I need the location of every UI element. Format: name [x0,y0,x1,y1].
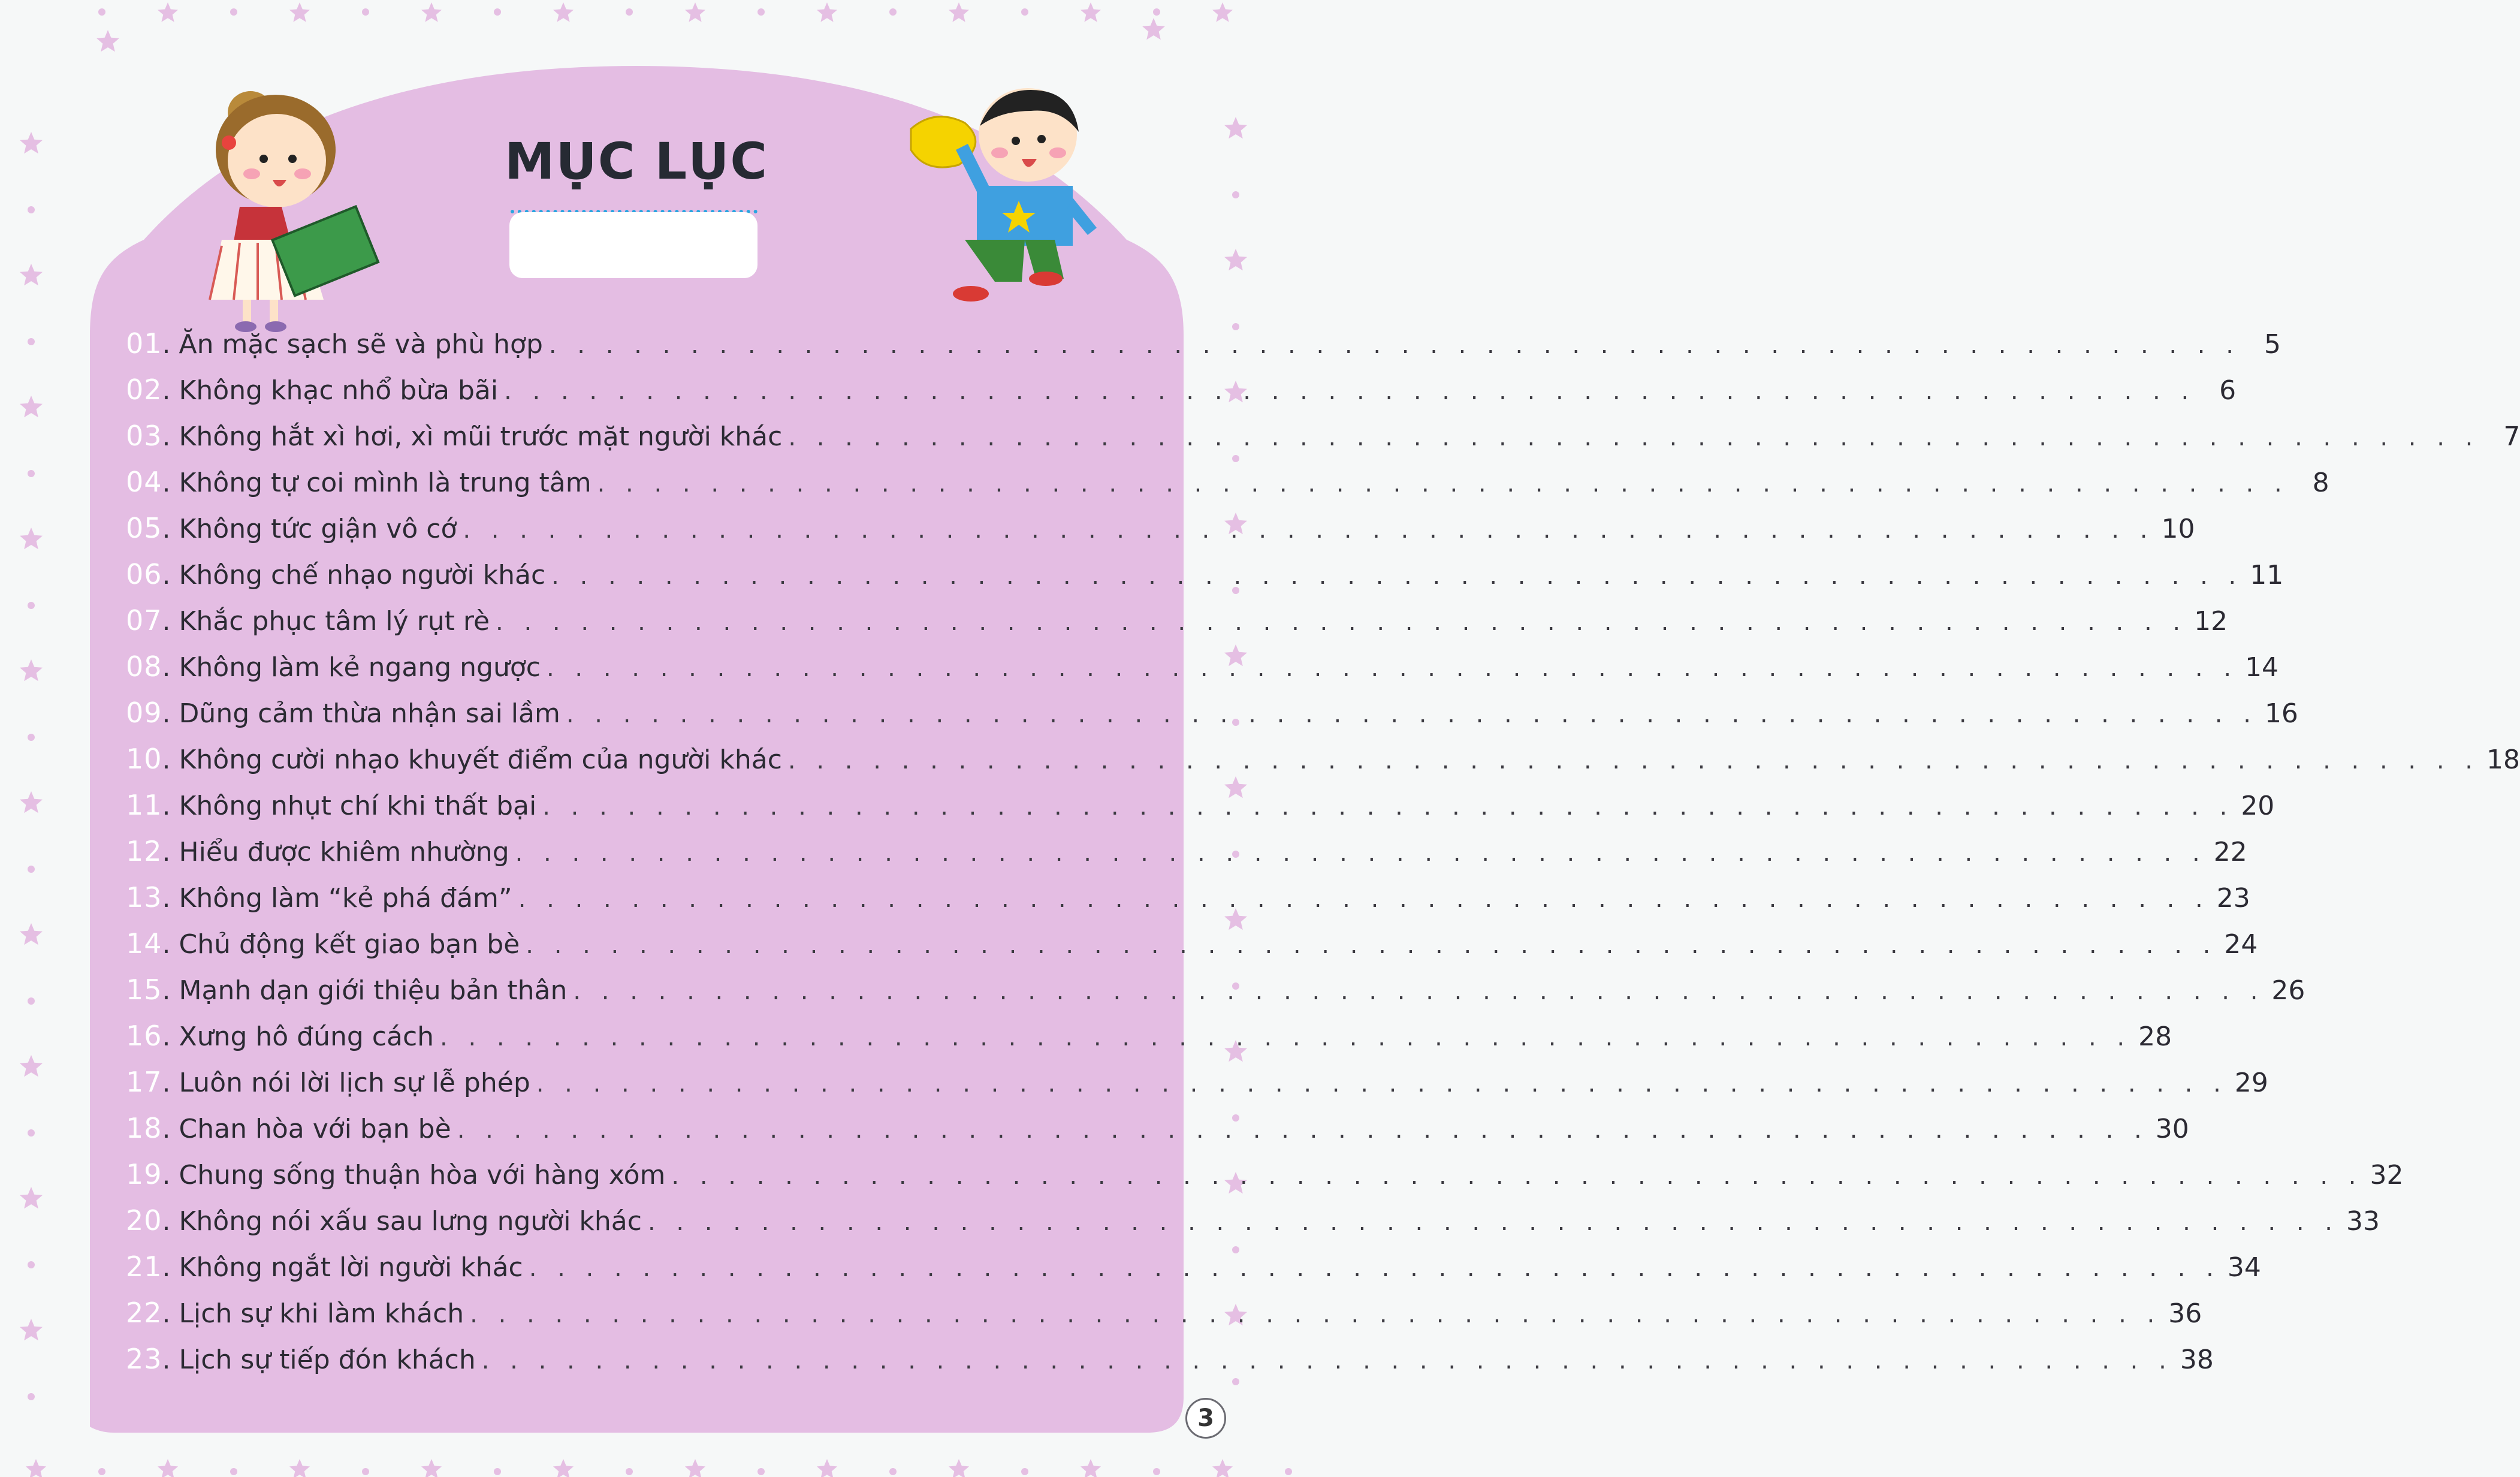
toc-entry-title: Luôn nói lời lịch sự lễ phép [179,1068,530,1098]
toc-entry [126,505,2195,551]
toc-entry-title: Chan hòa với bạn bè [179,1114,451,1144]
toc-entry-dot-leader: . . . . . . . . . . . . . . . . . . . . . . . . . . . . . . . . . . . . . . . . . . . . . . . . . . . . . . . . . . . . [457,1116,2148,1144]
toc-entry-number: 03 [126,420,162,452]
toc-entry [126,551,2284,598]
table-of-contents [126,321,2520,1382]
toc-entry-dot-leader: . . . . . . . . . . . . . . . . . . . . . . . . . . . . . . . . . . . . . . . . . . . . . . . . . . . . . . . . . . . . [496,608,2187,636]
toc-entry [126,598,2228,644]
toc-entry-number: 12 [126,835,162,867]
toc-entry-page: 24 [2224,929,2258,960]
toc-entry-title: Xưng hô đúng cách [179,1021,434,1052]
toc-entry-dot-leader: . . . . . . . . . . . . . . . . . . . . . . . . . . . . . . . . . . . . . . . . . . . . . . . . . . . . . . . . . . . . [546,655,2238,682]
toc-entry-number-dot: . [162,698,171,729]
toc-entry-title: Không ngắt lời người khác [179,1252,523,1283]
toc-entry-number-dot: . [162,744,171,775]
toc-entry-number: 11 [126,789,162,821]
toc-entry [126,1059,2268,1105]
toc-entry-dot-leader: . . . . . . . . . . . . . . . . . . . . . . . . . . . . . . . . . . . . . . . . . . . . . . . . . . . . . . . . . . . . [481,1347,2173,1374]
toc-entry-number-dot: . [162,1345,171,1375]
toc-entry [126,921,2258,967]
toc-entry-number-dot: . [162,468,171,498]
toc-entry-title: Không khạc nhổ bừa bãi [179,375,499,406]
toc-entry-page: 33 [2346,1206,2380,1237]
toc-entry-title: Không tự coi mình là trung tâm [179,468,591,498]
toc-entry-page: 22 [2213,837,2247,867]
toc-entry-dot-leader: . . . . . . . . . . . . . . . . . . . . . . . . . . . . . . . . . . . . . . . . . . . . . . . . . . . . . . . . . . . . [566,701,2258,728]
toc-entry-number: 09 [126,697,162,729]
toc-entry-number: 15 [126,973,162,1006]
toc-entry-dot-leader: . . . . . . . . . . . . . . . . . . . . . . . . . . . . . . . . . . . . . . . . . . . . . . . . . . . . . . . . . . . . [542,793,2234,821]
title-label-box [509,212,757,278]
toc-entry-number-dot: . [162,975,171,1006]
toc-entry-title: Dũng cảm thừa nhận sai lầm [179,698,560,729]
toc-entry-number: 10 [126,743,162,775]
toc-entry-number: 23 [126,1343,162,1375]
toc-entry-title: Không chế nhạo người khác [179,560,546,590]
page-number-badge: 3 [1185,1398,1226,1439]
toc-entry-number: 07 [126,604,162,637]
toc-entry [126,413,2520,459]
toc-entry-dot-leader: . . . . . . . . . . . . . . . . . . . . . . . . . . . . . . . . . . . . . . . . . . . . . . . . . . . . . . . . . . . . [647,1208,2340,1236]
toc-entry-number: 02 [126,373,162,406]
toc-entry-title: Không làm kẻ ngang ngược [179,652,541,683]
toc-entry [126,1152,2404,1198]
toc-entry-number-dot: . [162,791,171,821]
toc-entry [126,459,2329,505]
toc-entry-page: 8 [2312,468,2329,498]
toc-entry-title: Không nhụt chí khi thất bại [179,791,537,821]
toc-entry-number-dot: . [162,375,171,406]
toc-entry [126,1336,2214,1382]
toc-entry [126,1013,2172,1059]
toc-entry-dot-leader: . . . . . . . . . . . . . . . . . . . . . . . . . . . . . . . . . . . . . . . . . . . . . . . . . . . . . . . . . . . . [529,1255,2220,1282]
toc-entry-page: 34 [2227,1252,2261,1283]
toc-entry-number-dot: . [162,1160,171,1190]
toc-entry-page: 18 [2486,744,2520,775]
toc-entry-number: 21 [126,1250,162,1283]
toc-entry-page: 20 [2241,791,2275,821]
toc-entry-title: Chủ động kết giao bạn bè [179,929,520,960]
toc-entry-title: Lịch sự tiếp đón khách [179,1345,476,1375]
toc-entry-title: Không hắt xì hơi, xì mũi trước mặt người khác [179,421,783,452]
toc-entry-page: 28 [2138,1021,2172,1052]
toc-entry-number-dot: . [162,514,171,544]
toc-entry-number: 20 [126,1204,162,1237]
toc-entry-number-dot: . [162,652,171,683]
toc-entry [126,644,2279,690]
toc-entry-page: 6 [2219,375,2237,406]
toc-entry-number: 13 [126,881,162,914]
toc-entry-title: Không tức giận vô cớ [179,514,457,544]
toc-entry-dot-leader: . . . . . . . . . . . . . . . . . . . . . . . . . . . . . . . . . . . . . . . . . . . . . . . . . . . . . . . . . . . . [548,331,2240,359]
toc-entry [126,782,2275,828]
toc-entry-number: 19 [126,1158,162,1190]
toc-entry-title: Không cười nhạo khuyết điểm của người khác [179,744,782,775]
toc-entry [126,321,2281,367]
toc-entry-page: 26 [2271,975,2305,1006]
dot-decoration [1285,1468,1292,1475]
toc-entry-dot-leader: . . . . . . . . . . . . . . . . . . . . . . . . . . . . . . . . . . . . . . . . . . . . . . . . . . . . . . . . . . . . [504,378,2196,405]
toc-entry-page: 16 [2264,698,2298,729]
toc-entry-title: Ăn mặc sạch sẽ và phù hợp [179,329,543,360]
toc-entry-number: 18 [126,1112,162,1144]
toc-entry-page: 10 [2161,514,2195,544]
toc-entry-dot-leader: . . . . . . . . . . . . . . . . . . . . . . . . . . . . . . . . . . . . . . . . . . . . . . . . . . . . . . . . . . . . [515,839,2207,867]
toc-entry-number: 01 [126,327,162,360]
toc-entry-page: 29 [2234,1068,2268,1098]
toc-entry-dot-leader: . . . . . . . . . . . . . . . . . . . . . . . . . . . . . . . . . . . . . . . . . . . . . . . . . . . . . . . . . . . . [536,1070,2228,1098]
toc-entry [126,875,2250,921]
toc-entry [126,1105,2189,1152]
toc-entry-dot-leader: . . . . . . . . . . . . . . . . . . . . . . . . . . . . . . . . . . . . . . . . . . . . . . . . . . . . . . . . . . . . [463,516,2154,544]
toc-entry [126,1198,2380,1244]
toc-entry-page: 36 [2168,1298,2202,1329]
toc-entry-page: 5 [2264,329,2281,360]
toc-entry-number-dot: . [162,606,171,637]
toc-entry-title: Lịch sự khi làm khách [179,1298,464,1329]
toc-entry-dot-leader: . . . . . . . . . . . . . . . . . . . . . . . . . . . . . . . . . . . . . . . . . . . . . . . . . . . . . . . . . . . . [526,932,2217,959]
toc-entry-page: 14 [2245,652,2279,683]
toc-entry-number-dot: . [162,883,171,914]
toc-entry-dot-leader: . . . . . . . . . . . . . . . . . . . . . . . . . . . . . . . . . . . . . . . . . . . . . . . . . . . . . . . . . . . . [787,747,2479,774]
toc-entry-dot-leader: . . . . . . . . . . . . . . . . . . . . . . . . . . . . . . . . . . . . . . . . . . . . . . . . . . . . . . . . . . . . [440,1024,2132,1051]
toc-entry-page: 12 [2194,606,2228,637]
toc-entry-number-dot: . [162,1298,171,1329]
toc-entry-number: 04 [126,466,162,498]
toc-entry-number: 08 [126,650,162,683]
toc-entry-number: 22 [126,1297,162,1329]
toc-entry-number-dot: . [162,1206,171,1237]
toc-entry [126,828,2247,875]
toc-entry [126,967,2305,1013]
toc-entry-page: 11 [2250,560,2284,590]
toc-entry-number-dot: . [162,1252,171,1283]
toc-entry-page: 30 [2155,1114,2189,1144]
toc-entry-number-dot: . [162,929,171,960]
toc-entry-page: 7 [2503,421,2520,452]
toc-entry-number-dot: . [162,329,171,360]
toc-entry-title: Hiểu được khiêm nhường [179,837,509,867]
toc-entry-number: 16 [126,1020,162,1052]
toc-entry-number: 05 [126,512,162,544]
toc-entry-number-dot: . [162,560,171,590]
toc-entry-dot-leader: . . . . . . . . . . . . . . . . . . . . . . . . . . . . . . . . . . . . . . . . . . . . . . . . . . . . . . . . . . . . [788,424,2480,451]
toc-entry-dot-leader: . . . . . . . . . . . . . . . . . . . . . . . . . . . . . . . . . . . . . . . . . . . . . . . . . . . . . . . . . . . . [518,885,2210,913]
toc-entry-number-dot: . [162,1021,171,1052]
toc-entry-title: Khắc phục tâm lý rụt rè [179,606,490,637]
toc-entry [126,690,2298,736]
toc-entry-number: 17 [126,1066,162,1098]
toc-entry [126,1244,2261,1290]
toc-entry-dot-leader: . . . . . . . . . . . . . . . . . . . . . . . . . . . . . . . . . . . . . . . . . . . . . . . . . . . . . . . . . . . . [551,562,2243,590]
toc-entry-page: 23 [2216,883,2250,914]
toc-entry-page: 32 [2370,1160,2404,1190]
toc-entry-dot-leader: . . . . . . . . . . . . . . . . . . . . . . . . . . . . . . . . . . . . . . . . . . . . . . . . . . . . . . . . . . . . [573,978,2265,1005]
toc-entry-title: Không làm “kẻ phá đám” [179,883,512,914]
toc-entry-dot-leader: . . . . . . . . . . . . . . . . . . . . . . . . . . . . . . . . . . . . . . . . . . . . . . . . . . . . . . . . . . . . [470,1301,2162,1328]
toc-entry-number-dot: . [162,421,171,452]
toc-entry [126,736,2520,782]
toc-entry-title: Mạnh dạn giới thiệu bản thân [179,975,568,1006]
toc-entry-page: 38 [2180,1345,2214,1375]
toc-entry-title: Không nói xấu sau lưng người khác [179,1206,642,1237]
page-title: MỤC LỤC [504,132,769,191]
toc-entry-number-dot: . [162,837,171,867]
toc-entry-number: 14 [126,927,162,960]
toc-entry-number: 06 [126,558,162,590]
toc-entry-number-dot: . [162,1068,171,1098]
toc-entry-title: Chung sống thuận hòa với hàng xóm [179,1160,666,1190]
toc-entry [126,1290,2202,1336]
toc-entry-number-dot: . [162,1114,171,1144]
toc-entry [126,367,2237,413]
toc-entry-dot-leader: . . . . . . . . . . . . . . . . . . . . . . . . . . . . . . . . . . . . . . . . . . . . . . . . . . . . . . . . . . . . [597,470,2289,498]
toc-entry-dot-leader: . . . . . . . . . . . . . . . . . . . . . . . . . . . . . . . . . . . . . . . . . . . . . . . . . . . . . . . . . . . . [671,1162,2363,1190]
